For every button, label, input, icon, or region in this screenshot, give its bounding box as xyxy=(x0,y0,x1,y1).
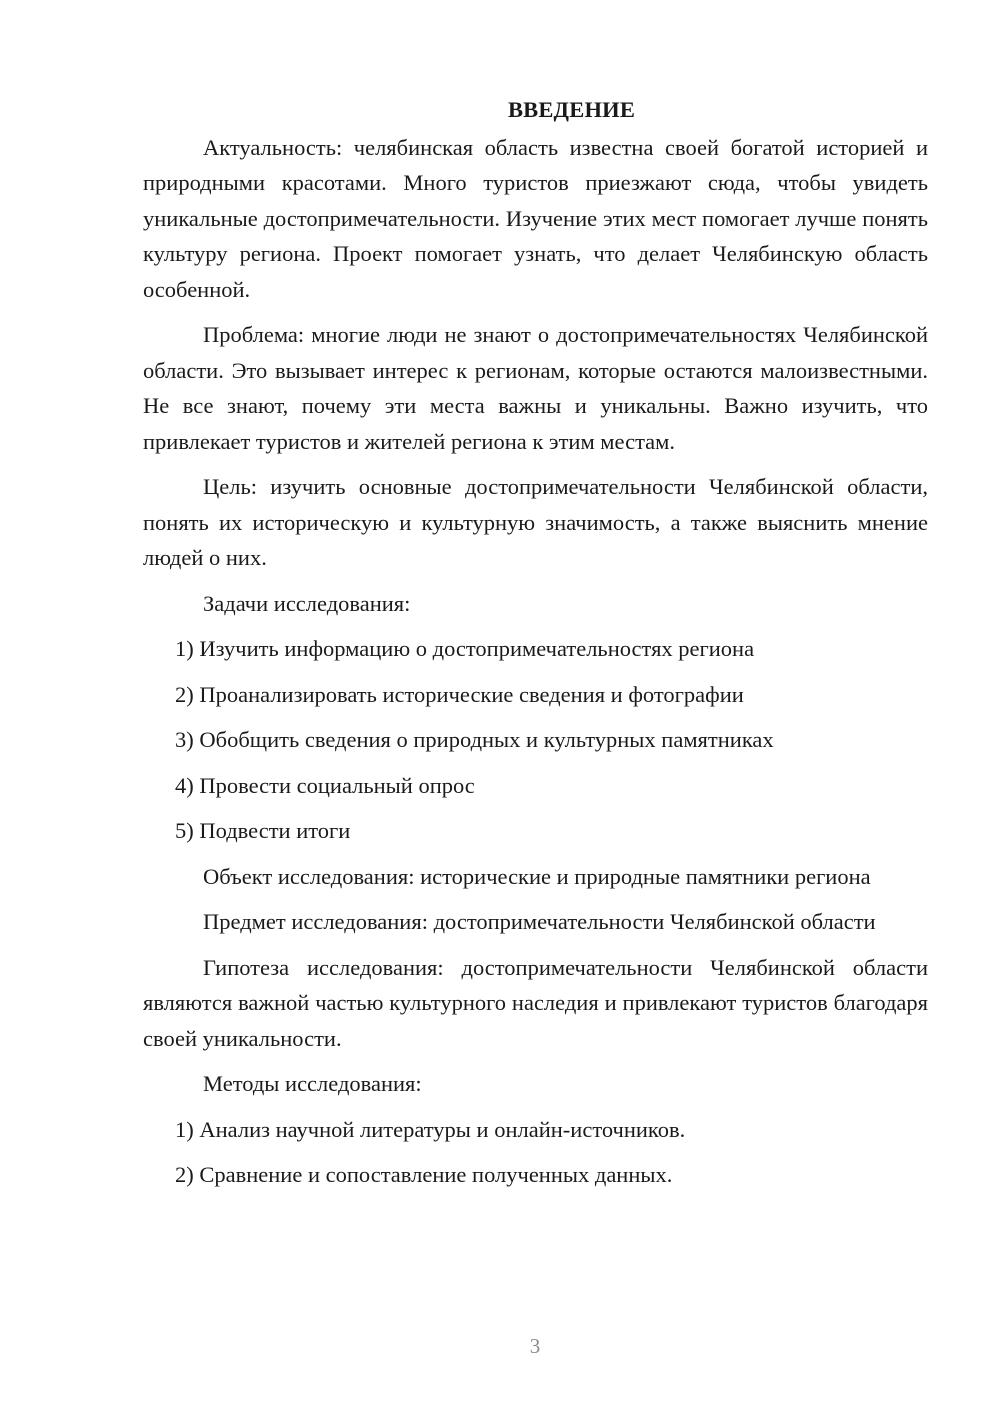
task-item: 3) Обобщить сведения о природных и культурных памятниках xyxy=(175,727,774,752)
subject-paragraph: Предмет исследования: достопримечательности Челябинской области xyxy=(203,909,876,934)
task-item: 1) Изучить информацию о достопримечательностях региона xyxy=(175,636,755,661)
method-item: 1) Анализ научной литературы и онлайн-источников. xyxy=(175,1116,686,1142)
relevance-paragraph: Актуальность: челябинская область известна своей богатой историей и природными красотами. Много туристов приезжают сюда, чтобы увидеть уникальные достопримечательности. Изучение этих мест помогает лучше понять культуру региона. Проект помогает узнать, что делает Челябинскую область особенной. xyxy=(143,134,928,302)
goal-paragraph: Цель: изучить основные достопримечательности Челябинской области, понять их историческую и культурную значимость, а также выяснить мнение людей о них. xyxy=(143,474,928,570)
method-item: 2) Сравнение и сопоставление полученных данных. xyxy=(175,1162,673,1187)
methods-heading: Методы исследования: xyxy=(203,1071,422,1096)
problem-paragraph: Проблема: многие люди не знают о достопримечательностях Челябинской области. Это вызывает интерес к регионам, которые остаются малоизвестными. Не все знают, почему эти места важны и уникальны. Важно изучить, что привлекает туристов и жителей региона к этим местам. xyxy=(143,322,928,454)
task-item: 4) Провести социальный опрос xyxy=(175,772,475,798)
tasks-heading: Задачи исследования: xyxy=(203,590,411,616)
object-paragraph: Объект исследования: исторические и природные памятники региона xyxy=(203,863,871,889)
page-number: 3 xyxy=(529,1334,541,1358)
task-item: 2) Проанализировать исторические сведения и фотографии xyxy=(175,681,744,707)
page-title: ВВЕДЕНИЕ xyxy=(507,97,636,122)
task-item: 5) Подвести итоги xyxy=(175,818,351,843)
hypothesis-paragraph: Гипотеза исследования: достопримечательности Челябинской области являются важной частью культурного наследия и привлекают туристов благодаря своей уникальности. xyxy=(143,954,928,1051)
page-content xyxy=(143,92,928,1203)
